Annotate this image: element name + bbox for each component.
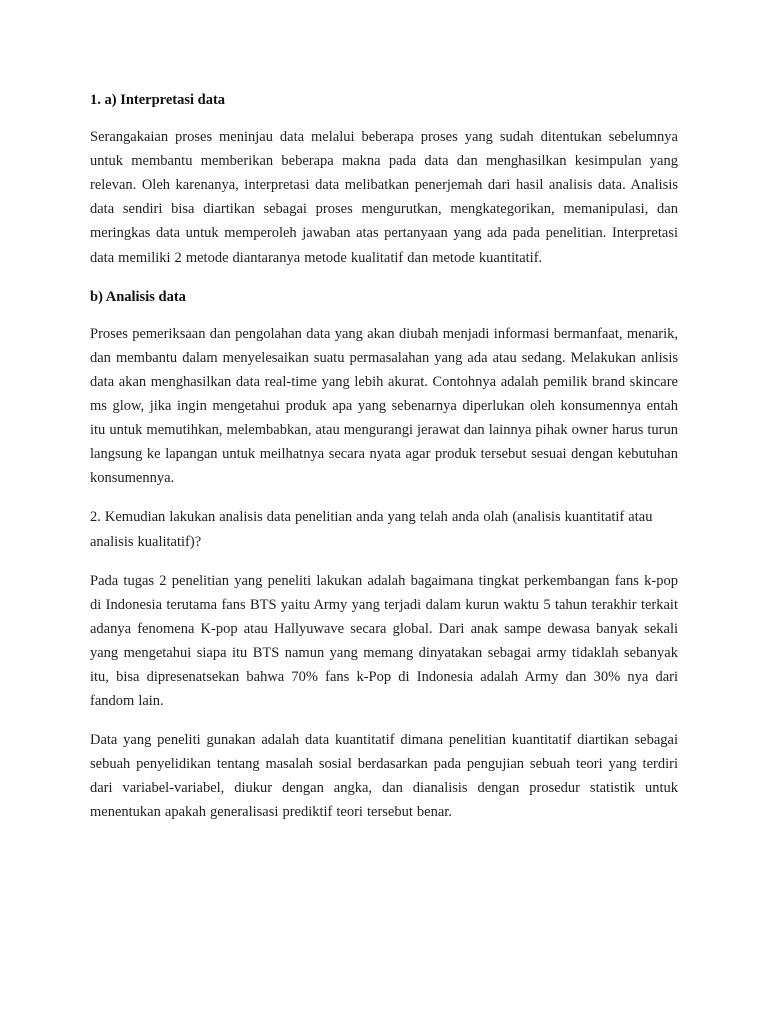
paragraph-interpretasi-data: Serangakaian proses meninjau data melalui beberapa proses yang sudah ditentukan sebelumnya untuk membantu memberikan beberapa makna pada data dan menghasilkan kesimpulan yang relevan. Oleh karenanya, interpretasi data melibatkan penerjemah dari hasil analisis data. Analisis data sendiri bisa diartikan sebagai proses mengurutkan, mengkategorikan, memanipulasi, dan meringkas data untuk memperoleh jawaban atas pertanyaan yang ada pada penelitian. Interpretasi data memiliki 2 metode diantaranya metode kualitatif dan metode kuantitatif. xyxy=(90,129,678,266)
paragraph-analisis-data: Proses pemeriksaan dan pengolahan data yang akan diubah menjadi informasi bermanfaat, menarik, dan membantu dalam menyelesaikan suatu permasalahan yang ada atau sedang. Melakukan anlisis data akan menghasilkan data real-time yang lebih akurat. Contohnya adalah pemilik brand skincare ms glow, jika ingin mengetahui produk apa yang sebenarnya diperlukan oleh konsumennya entah itu untuk memutihkan, melembabkan, atau mengurangi jerawat dan lainnya pihak owner harus turun langsung ke lapangan untuk meilhatnya secara nyata agar produk tersebut sesuai dengan kebutuhan konsumennya. xyxy=(90,325,678,487)
question-2: 2. Kemudian lakukan analisis data penelitian anda yang telah anda olah (analisis kuantitatif atau analisis kualitatif)? xyxy=(90,509,653,550)
paragraph-tugas-2: Pada tugas 2 penelitian yang peneliti lakukan adalah bagaimana tingkat perkembangan fans k-pop di Indonesia terutama fans BTS yaitu Army yang terjadi dalam kurun waktu 5 tahun terakhir terkait adanya fenomena K-pop atau Hallyuwave secara global. Dari anak sampe dewasa banyak sekali yang mengetahui siapa itu BTS namun yang memang dinyatakan sebagai army tidaklah sebanyak itu, bisa dipresenatsekan bahwa 70% fans k-Pop di Indonesia adalah Army dan 30% nya dari fandom lain. xyxy=(90,572,678,710)
heading-analisis-data: b) Analisis data xyxy=(90,288,186,305)
paragraph-data-kuantitatif: Data yang peneliti gunakan adalah data kuantitatif dimana penelitian kuantitatif diartikan sebagai sebuah penyelidikan tentang masalah sosial berdasarkan pada pengujian sebuah teori yang terdiri dari variabel-variabel, diukur dengan angka, dan dianalisis dengan prosedur statistik untuk menentukan apakah generalisasi prediktif teori tersebut benar. xyxy=(90,732,678,821)
heading-interpretasi-data: 1. a) Interpretasi data xyxy=(90,92,226,108)
